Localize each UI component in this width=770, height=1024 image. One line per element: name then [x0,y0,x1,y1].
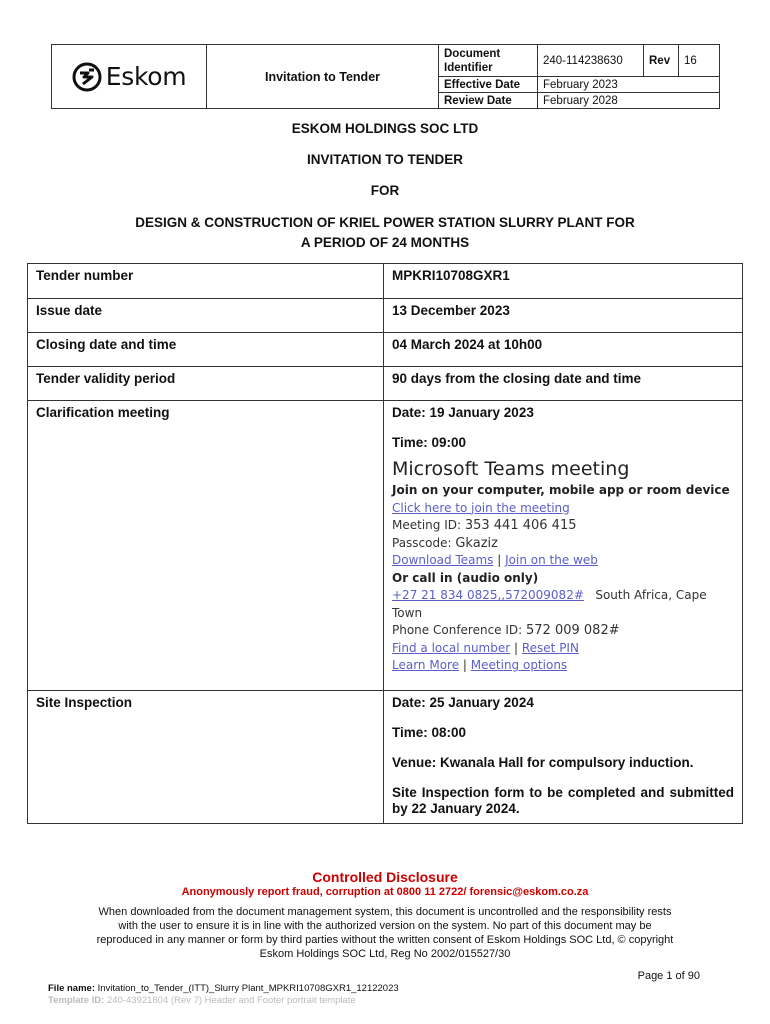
clarification-meeting-label: Clarification meeting [28,401,384,691]
validity-label: Tender validity period [28,367,384,401]
file-name-line [48,983,399,994]
closing-date-value: 04 March 2024 at 10h00 [384,333,743,367]
review-date-label: Review Date [439,93,538,109]
eskom-logo [57,62,201,92]
separator: | [493,553,506,567]
clarification-meeting-details [384,401,743,691]
issue-date-value: 13 December 2023 [384,299,743,333]
phone-number-link[interactable]: +27 21 834 0825,,572009082# [392,588,584,602]
rev-value: 16 [679,45,720,77]
site-inspection-details [384,691,743,824]
teams-meeting-title: Microsoft Teams meeting [392,458,630,480]
review-date-value: February 2028 [538,93,720,109]
project-title-line1: DESIGN & CONSTRUCTION OF KRIEL POWER STATION SLURRY PLANT FOR [135,215,635,230]
project-title-line2: A PERIOD OF 24 MONTHS [300,235,470,250]
meeting-id-value: 353 441 406 415 [464,518,577,533]
passcode-label: Passcode: [392,535,456,550]
logo-cell [52,45,207,109]
page-number: Page 1 of 90 [637,970,700,982]
tender-number-value: MPKRI10708GXR1 [384,264,743,299]
tender-details-table [27,263,743,824]
closing-date-label: Closing date and time [28,333,384,367]
conference-id-line [392,622,734,640]
separator: | [510,640,522,655]
reset-pin-link[interactable]: Reset PIN [521,640,579,655]
teams-meeting-block [392,456,734,675]
document-identifier-label: Document Identifier [439,45,538,77]
passcode-line [392,535,734,553]
tender-number-label: Tender number [28,264,384,299]
phone-location: South Africa, Cape Town [392,588,707,620]
eskom-emblem-icon [72,62,102,92]
meeting-id-line [392,517,734,535]
site-inspection-label: Site Inspection [28,691,384,824]
issue-date-label: Issue date [28,299,384,333]
disclaimer-line: Eskom Holdings SOC Ltd, Reg No 2002/015527/30 [259,948,511,960]
join-on-web-link[interactable]: Join on the web [505,553,598,567]
document-header-table [51,44,720,109]
site-inspection-time: Time: 08:00 [392,725,467,740]
document-type: Invitation to Tender [207,45,439,109]
itt-heading: INVITATION TO TENDER [306,152,463,167]
passcode-value: Gkaziz [455,535,498,551]
company-heading: ESKOM HOLDINGS SOC LTD [291,121,479,136]
file-name-label: File name: [48,983,95,994]
conference-id-value: 572 009 082# [526,623,620,638]
eskom-wordmark: Eskom [105,62,187,91]
rev-label: Rev [644,45,679,77]
disclaimer [60,905,710,961]
effective-date-label: Effective Date [439,77,538,93]
site-inspection-date: Date: 25 January 2024 [392,695,534,710]
call-in-heading: Or call in (audio only) [392,570,539,585]
template-id-label: Template ID: [48,995,105,1006]
template-id-value: 240-43921804 (Rev 7) Header and Footer portrait template [104,995,356,1006]
disclaimer-line: with the user to ensure it is in line with the authorized version on the system. No part of this document may be [118,920,652,932]
meeting-options-link[interactable]: Meeting options [470,658,568,672]
for-heading: FOR [370,183,400,198]
disclaimer-line: When downloaded from the document management system, this document is uncontrolled and the responsibility rests [98,906,672,918]
document-identifier-value: 240-114238630 [538,45,644,77]
separator: | [459,658,471,672]
fraud-reporting-line: Anonymously report fraud, corruption at 0800 11 2722/ forensic@eskom.co.za [181,886,589,898]
learn-more-link[interactable]: Learn More [392,658,460,672]
disclaimer-line: reproduced in any manner or form by third parties without the written consent of Eskom Holdings SOC Ltd, © copyright [96,934,674,946]
clarification-date: Date: 19 January 2023 [392,405,534,420]
site-inspection-venue: Venue: Kwanala Hall for compulsory induction. [392,755,694,770]
teams-join-heading: Join on your computer, mobile app or room device [392,483,730,497]
file-name-value: Invitation_to_Tender_(ITT)_Slurry Plant_MPKRI10708GXR1_12122023 [95,983,399,994]
site-inspection-form-note: Site Inspection form to be completed and submitted by 22 January 2024. [392,785,734,816]
find-local-number-link[interactable]: Find a local number [392,640,511,655]
conference-id-label: Phone Conference ID: [392,623,527,637]
meeting-id-label: Meeting ID: [392,518,465,532]
join-meeting-link[interactable]: Click here to join the meeting [392,500,570,515]
effective-date-value: February 2023 [538,77,720,93]
validity-value: 90 days from the closing date and time [384,367,743,401]
download-teams-link[interactable]: Download Teams [392,553,494,567]
controlled-disclosure-heading: Controlled Disclosure [312,869,458,885]
clarification-time: Time: 09:00 [392,435,467,450]
template-id-line [48,995,356,1006]
